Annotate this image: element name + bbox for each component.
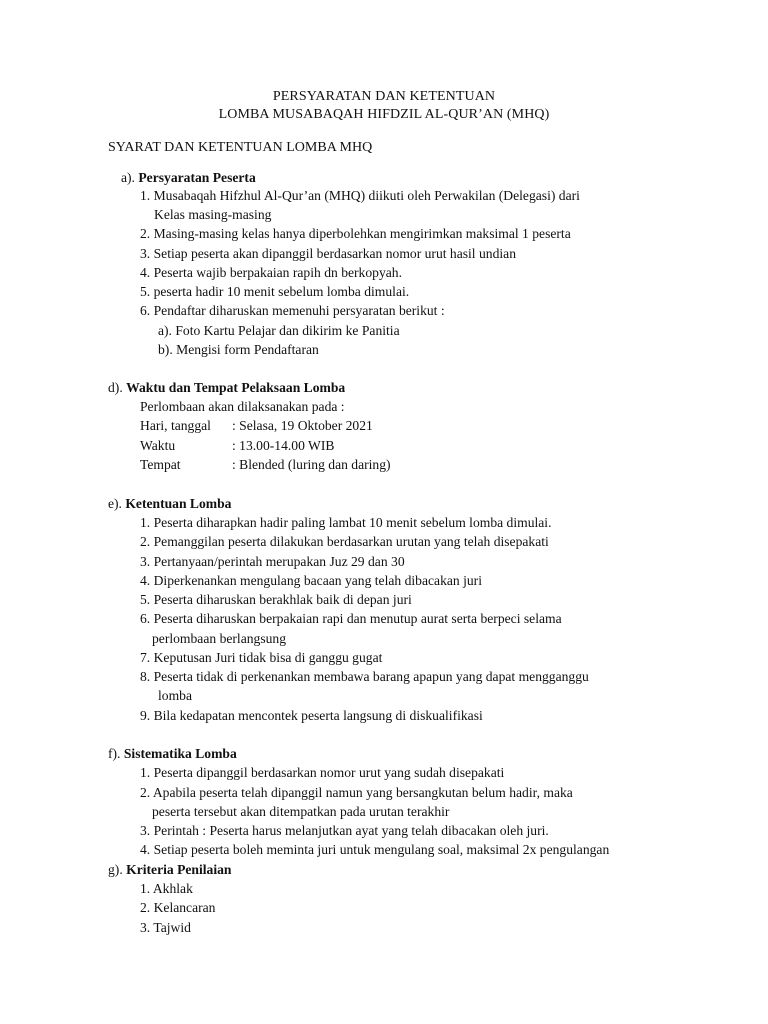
document-title-line2: LOMBA MUSABAQAH HIFDZIL AL-QUR’AN (MHQ) bbox=[218, 107, 550, 122]
section-g-marker: g). bbox=[108, 862, 127, 877]
schedule-value-time: : 13.00-14.00 WIB bbox=[232, 438, 335, 453]
list-item: lomba bbox=[158, 688, 192, 703]
list-item: 5. Peserta diharuskan berakhlak baik di depan juri bbox=[140, 592, 412, 607]
list-item: 4. Setiap peserta boleh meminta juri untuk mengulang soal, maksimal 2x pengulangan bbox=[140, 842, 610, 857]
list-item: 2. Apabila peserta telah dipanggil namun yang bersangkutan belum hadir, maka bbox=[140, 785, 573, 800]
section-f-marker: f). bbox=[108, 746, 124, 761]
list-item: 8. Peserta tidak di perkenankan membawa barang apapun yang dapat mengganggu bbox=[140, 669, 589, 684]
list-item: 3. Setiap peserta akan dipanggil berdasarkan nomor urut hasil undian bbox=[140, 246, 516, 261]
list-item: 2. Kelancaran bbox=[140, 900, 216, 915]
document-heading: SYARAT DAN KETENTUAN LOMBA MHQ bbox=[108, 140, 373, 155]
section-e-heading bbox=[108, 496, 231, 512]
list-item: Kelas masing-masing bbox=[154, 207, 272, 222]
list-item: 1. Akhlak bbox=[140, 881, 193, 896]
section-d-intro: Perlombaan akan dilaksanakan pada : bbox=[140, 399, 345, 414]
section-e-title: Ketentuan Lomba bbox=[125, 496, 232, 511]
list-item: peserta tersebut akan ditempatkan pada urutan terakhir bbox=[152, 804, 450, 819]
schedule-value-date: : Selasa, 19 Oktober 2021 bbox=[232, 418, 373, 433]
section-d-heading bbox=[108, 380, 345, 396]
list-item: 1. Peserta dipanggil berdasarkan nomor urut yang sudah disepakati bbox=[140, 765, 505, 780]
list-item: 5. peserta hadir 10 menit sebelum lomba dimulai. bbox=[140, 284, 410, 299]
list-item: 1. Musabaqah Hifzhul Al-Qur’an (MHQ) diikuti oleh Perwakilan (Delegasi) dari bbox=[140, 188, 580, 203]
section-a-heading bbox=[121, 170, 256, 186]
list-item: perlombaan berlangsung bbox=[152, 631, 287, 646]
list-item: 3. Pertanyaan/perintah merupakan Juz 29 dan 30 bbox=[140, 554, 405, 569]
sub-list-item: a). Foto Kartu Pelajar dan dikirim ke Panitia bbox=[158, 323, 400, 338]
list-item: 4. Peserta wajib berpakaian rapih dn berkopyah. bbox=[140, 265, 402, 280]
list-item: 9. Bila kedapatan mencontek peserta langsung di diskualifikasi bbox=[140, 708, 483, 723]
section-a-marker: a). bbox=[121, 170, 139, 185]
list-item: 6. Pendaftar diharuskan memenuhi persyaratan berikut : bbox=[140, 303, 445, 318]
section-g-heading bbox=[108, 862, 231, 878]
list-item: 3. Tajwid bbox=[140, 920, 191, 935]
section-f-heading bbox=[108, 746, 237, 762]
list-item: 7. Keputusan Juri tidak bisa di ganggu gugat bbox=[140, 650, 383, 665]
sub-list-item: b). Mengisi form Pendaftaran bbox=[158, 342, 319, 357]
section-f-title: Sistematika Lomba bbox=[123, 746, 237, 761]
section-d-title: Waktu dan Tempat Pelaksaan Lomba bbox=[126, 380, 346, 395]
schedule-value-place: : Blended (luring dan daring) bbox=[232, 457, 391, 472]
schedule-label-time: Waktu bbox=[140, 438, 176, 453]
schedule-label-place: Tempat bbox=[140, 457, 181, 472]
section-g-title: Kriteria Penilaian bbox=[126, 862, 232, 877]
list-item: 6. Peserta diharuskan berpakaian rapi dan menutup aurat serta berpeci selama bbox=[140, 611, 562, 626]
section-a-title: Persyaratan Peserta bbox=[138, 170, 256, 185]
schedule-label-date: Hari, tanggal bbox=[140, 418, 211, 433]
section-d-marker: d). bbox=[108, 380, 127, 395]
list-item: 2. Masing-masing kelas hanya diperbolehkan mengirimkan maksimal 1 peserta bbox=[140, 226, 571, 241]
document-title-line1: PERSYARATAN DAN KETENTUAN bbox=[272, 89, 496, 104]
list-item: 4. Diperkenankan mengulang bacaan yang telah dibacakan juri bbox=[140, 573, 482, 588]
list-item: 3. Perintah : Peserta harus melanjutkan ayat yang telah dibacakan oleh juri. bbox=[140, 823, 549, 838]
list-item: 1. Peserta diharapkan hadir paling lambat 10 menit sebelum lomba dimulai. bbox=[140, 515, 552, 530]
section-e-marker: e). bbox=[108, 496, 126, 511]
list-item: 2. Pemanggilan peserta dilakukan berdasarkan urutan yang telah disepakati bbox=[140, 534, 549, 549]
